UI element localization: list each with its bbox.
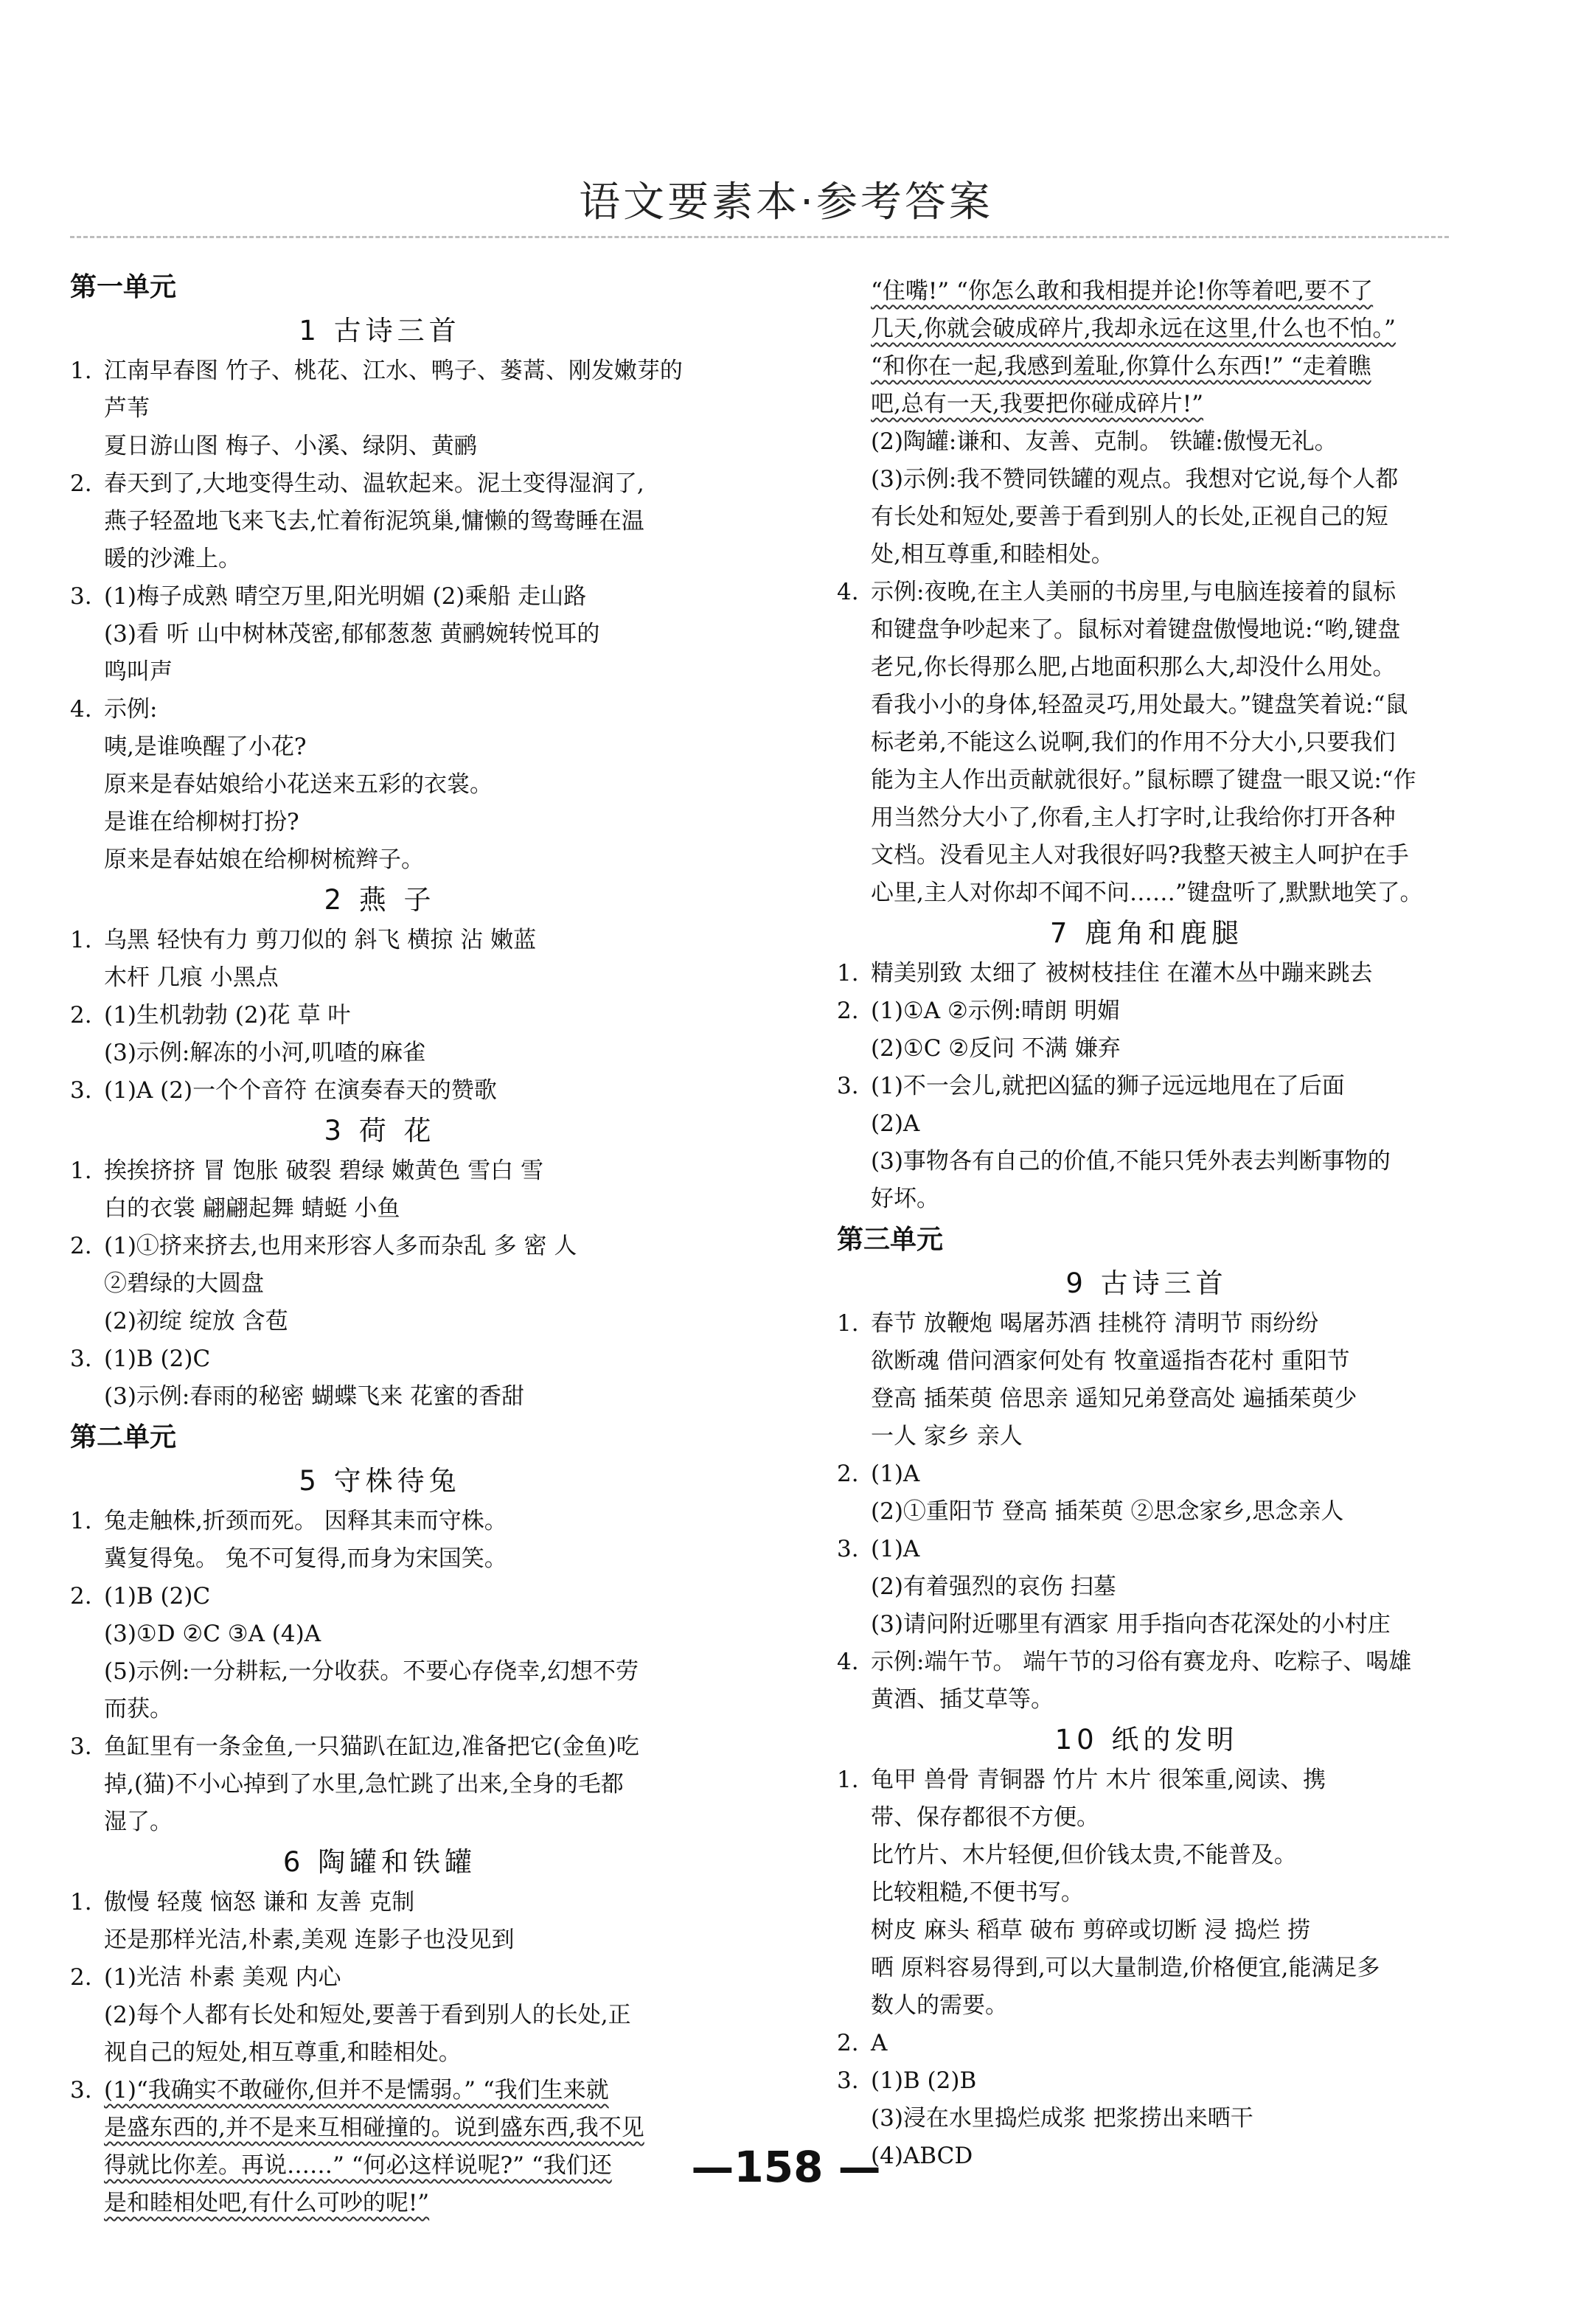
answer-text xyxy=(837,386,1456,423)
answer-item xyxy=(70,997,689,1034)
answer-item xyxy=(837,574,1456,611)
answer-text: 好坏。 xyxy=(871,1186,939,1212)
answer-item xyxy=(70,465,689,503)
answer-text: 处,相互尊重,和睦相处。 xyxy=(871,541,1114,568)
item-number: 2. xyxy=(837,998,859,1024)
answer-text: 挨挨挤挤 冒 饱胀 破裂 碧绿 嫩黄色 雪白 雪 xyxy=(104,1158,543,1184)
answer-text xyxy=(837,348,1456,386)
quote-text: 吧,总有一天,我要把你碰成碎片!” xyxy=(871,391,1204,417)
answer-text: (1)光洁 朴素 美观 内心 xyxy=(104,1964,341,1991)
answer-item xyxy=(70,1728,689,1766)
answer-text: 夏日游山图 梅子、小溪、绿阴、黄鹂 xyxy=(104,433,477,459)
item-number: 3. xyxy=(837,1073,859,1099)
item-number: 3. xyxy=(70,583,92,610)
answer-text: (3)示例:我不赞同铁罐的观点。我想对它说,每个人都 xyxy=(871,466,1399,493)
unit-heading: 第二单元 xyxy=(70,1422,177,1452)
page-title: 语文要素本·参考答案 xyxy=(579,178,993,226)
answer-text: (2)初绽 绽放 含苞 xyxy=(104,1308,288,1335)
answer-item xyxy=(70,1503,689,1540)
item-number: 4. xyxy=(70,696,92,723)
answer-text: (1)B (2)C xyxy=(104,1583,211,1610)
answer-item xyxy=(837,955,1456,992)
answer-item xyxy=(837,1305,1456,1343)
answer-item xyxy=(70,1578,689,1615)
answer-text: 还是那样光洁,朴素,美观 连影子也没见到 xyxy=(104,1927,515,1953)
left-column xyxy=(70,265,689,2222)
item-number: 1. xyxy=(70,927,92,953)
item-number: 2. xyxy=(837,2030,859,2056)
answer-text: 树皮 麻头 稻草 破布 剪碎或切断 浸 捣烂 捞 xyxy=(871,1917,1310,1944)
answer-text: 冀复得兔。 兔不可复得,而身为宋国笑。 xyxy=(104,1545,507,1572)
answer-text: (2)有着强烈的哀伤 扫墓 xyxy=(871,1573,1116,1600)
answer-item xyxy=(837,2062,1456,2100)
answer-text: 数人的需要。 xyxy=(871,1992,1008,2019)
answer-text: 老兄,你长得那么肥,占地面积那么大,却没什么用处。 xyxy=(871,654,1396,681)
answer-text: (3)示例:春雨的秘密 蝴蝶飞来 花蜜的香甜 xyxy=(104,1383,525,1410)
answer-item xyxy=(837,992,1456,1030)
answer-text: 春天到了,大地变得生动、温软起来。泥土变得湿润了, xyxy=(104,470,644,497)
answer-text: 示例:端午节。 端午节的习俗有赛龙舟、吃粽子、喝雄 xyxy=(871,1649,1412,1675)
lesson-title: 1 古诗三首 xyxy=(299,315,461,347)
answer-text: (1)①A ②示例:晴朗 明媚 xyxy=(871,998,1121,1024)
answer-item xyxy=(70,1884,689,1921)
answer-text: (2)每个人都有长处和短处,要善于看到别人的长处,正 xyxy=(104,2002,631,2028)
answer-item xyxy=(70,1072,689,1110)
answer-text: 原来是春姑娘在给柳树梳辫子。 xyxy=(104,846,424,873)
item-number: 3. xyxy=(70,1346,92,1372)
item-number: 4. xyxy=(837,1649,859,1675)
answer-text: 湿了。 xyxy=(104,1809,173,1835)
answer-text: 原来是春姑娘给小花送来五彩的衣裳。 xyxy=(104,771,493,798)
answer-text: 兔走触株,折颈而死。 因释其耒而守株。 xyxy=(104,1508,507,1534)
item-number: 2. xyxy=(70,1233,92,1259)
answer-text: (3)①D ②C ③A (4)A xyxy=(104,1621,321,1647)
item-number: 2. xyxy=(837,1461,859,1487)
answer-text: (1)“我确实不敢碰你,但并不是懦弱。” “我们生来就 xyxy=(104,2077,609,2104)
item-number: 1. xyxy=(70,358,92,384)
quote-text: “和你在一起,我感到羞耻,你算什么东西!” “走着瞧 xyxy=(871,353,1371,380)
item-number: 3. xyxy=(837,2067,859,2094)
answer-text: 黄酒、插艾草等。 xyxy=(871,1686,1054,1713)
answer-text: 晒 原料容易得到,可以大量制造,价格便宜,能满足多 xyxy=(871,1955,1380,1981)
quote-text: “住嘴!” “你怎么敢和我相提并论!你等着吧,要不了 xyxy=(871,278,1374,305)
item-number: 1. xyxy=(70,1158,92,1184)
answer-text xyxy=(837,273,1456,310)
lesson-title: 7 鹿角和鹿腿 xyxy=(1049,917,1244,949)
answer-text: 视自己的短处,相互尊重,和睦相处。 xyxy=(104,2039,462,2066)
item-number: 1. xyxy=(837,960,859,987)
item-number: 3. xyxy=(70,1077,92,1104)
answer-text: 看我小小的身体,轻盈灵巧,用处最大。”键盘笑着说:“鼠 xyxy=(871,692,1408,718)
answer-item xyxy=(70,1340,689,1378)
answer-text: ②碧绿的大圆盘 xyxy=(104,1270,264,1297)
answer-text: 有长处和短处,要善于看到别人的长处,正视自己的短 xyxy=(871,504,1388,530)
item-number: 3. xyxy=(70,2077,92,2104)
lesson-title: 10 纸的发明 xyxy=(1054,1724,1239,1756)
answer-text: 和键盘争吵起来了。鼠标对着键盘傲慢地说:“哟,键盘 xyxy=(871,616,1401,643)
answer-text: 江南早春图 竹子、桃花、江水、鸭子、蒌蒿、刚发嫩芽的芦苇 xyxy=(104,358,683,422)
unit-heading: 第三单元 xyxy=(837,1225,944,1255)
answer-text: 用当然分大小了,你看,主人打字时,让我给你打开各种 xyxy=(871,804,1396,831)
answer-text: 示例:夜晚,在主人美丽的书房里,与电脑连接着的鼠标 xyxy=(871,579,1397,605)
answer-text: 春节 放鞭炮 喝屠苏酒 挂桃符 清明节 雨纷纷 xyxy=(871,1310,1319,1337)
answer-text: (1)A (2)一个个音符 在演奏春天的赞歌 xyxy=(104,1077,497,1104)
answer-text: (1)B (2)B xyxy=(871,2067,977,2094)
answer-text: 一人 家乡 亲人 xyxy=(871,1423,1023,1450)
answer-text: (4)ABCD xyxy=(871,2143,973,2169)
answer-text: (1)①挤来挤去,也用来形容人多而杂乱 多 密 人 xyxy=(104,1233,577,1259)
answer-item xyxy=(70,1152,689,1190)
answer-text: 是谁在给柳树打扮? xyxy=(104,809,299,835)
answer-text: 乌黑 轻快有力 剪刀似的 斜飞 横掠 沾 嫩蓝 xyxy=(104,927,537,953)
answer-text: 心里,主人对你却不闻不问……”键盘听了,默默地笑了。 xyxy=(871,880,1423,906)
answer-text xyxy=(837,310,1456,348)
lesson-title: 3 荷 花 xyxy=(324,1115,436,1147)
quote-text: 得就比你差。再说……” “何必这样说呢?” “我们还 xyxy=(104,2152,612,2179)
quote-text: 是盛东西的,并不是来互相碰撞的。说到盛东西,我不见 xyxy=(104,2115,644,2141)
item-number: 2. xyxy=(70,1002,92,1029)
quote-text: 几天,你就会破成碎片,我却永远在这里,什么也不怕。” xyxy=(871,316,1396,342)
answer-text: 标老弟,不能这么说啊,我们的作用不分大小,只要我们 xyxy=(871,729,1396,756)
answer-text: (1)生机勃勃 (2)花 草 叶 xyxy=(104,1002,351,1029)
answer-text: 暖的沙滩上。 xyxy=(104,546,241,572)
answer-text: 示例: xyxy=(104,696,158,723)
item-number: 1. xyxy=(70,1889,92,1916)
answer-text: (3)事物各有自己的价值,不能只凭外表去判断事物的 xyxy=(871,1148,1391,1175)
answer-text: 文档。没看见主人对我很好吗?我整天被主人呵护在手 xyxy=(871,842,1409,869)
item-number: 1. xyxy=(837,1310,859,1337)
answer-text: (3)示例:解冻的小河,叽喳的麻雀 xyxy=(104,1040,426,1066)
answer-text: (3)请问附近哪里有酒家 用手指向杏花深处的小村庄 xyxy=(871,1611,1391,1638)
item-number: 2. xyxy=(70,1964,92,1991)
item-number: 2. xyxy=(70,1583,92,1610)
answer-text: 而获。 xyxy=(104,1696,173,1722)
answer-text: 鸣叫声 xyxy=(104,658,173,685)
answer-text: 白的衣裳 翩翩起舞 蜻蜓 小鱼 xyxy=(104,1195,400,1222)
lesson-title: 5 守株待兔 xyxy=(299,1465,461,1497)
right-column xyxy=(837,273,1456,2175)
lesson-title: 2 燕 子 xyxy=(324,884,436,916)
lesson-title: 9 古诗三首 xyxy=(1065,1267,1228,1299)
answer-item xyxy=(70,2072,689,2109)
item-number: 4. xyxy=(837,579,859,605)
answer-text: A xyxy=(871,2030,888,2056)
answer-text: (1)A xyxy=(871,1536,920,1562)
answer-item xyxy=(837,1068,1456,1105)
answer-item xyxy=(70,922,689,959)
answer-text: 龟甲 兽骨 青铜器 竹片 木片 很笨重,阅读、携 xyxy=(871,1767,1326,1793)
item-number: 3. xyxy=(70,1733,92,1760)
answer-text: 咦,是谁唤醒了小花? xyxy=(104,734,307,760)
answer-item xyxy=(70,352,689,428)
item-number: 1. xyxy=(70,1508,92,1534)
answer-text: (3)看 听 山中树林茂密,郁郁葱葱 黄鹂婉转悦耳的 xyxy=(104,621,600,647)
answer-text: 燕子轻盈地飞来飞去,忙着衔泥筑巢,慵懒的鸳鸯睡在温 xyxy=(104,508,644,535)
answer-text: 比竹片、木片轻便,但价钱太贵,不能普及。 xyxy=(871,1842,1297,1868)
answer-text: (1)梅子成熟 晴空万里,阳光明媚 (2)乘船 走山路 xyxy=(104,583,587,610)
answer-text: 比较粗糙,不便书写。 xyxy=(871,1879,1084,1906)
answer-text: (2)①重阳节 登高 插茱萸 ②思念家乡,思念亲人 xyxy=(871,1498,1344,1525)
answer-text: 欲断魂 借问酒家何处有 牧童遥指杏花村 重阳节 xyxy=(871,1348,1350,1374)
answer-text: 登高 插茱萸 倍思亲 遥知兄弟登高处 遍插茱萸少 xyxy=(871,1385,1357,1412)
answer-item xyxy=(70,578,689,616)
answer-text: (1)B (2)C xyxy=(104,1346,211,1372)
page-number: —158 — xyxy=(691,2142,881,2192)
answer-text: (3)浸在水里捣烂成浆 把浆捞出来晒干 xyxy=(871,2105,1253,2132)
answer-item xyxy=(70,1959,689,1997)
answer-item xyxy=(837,1643,1456,1681)
item-number: 3. xyxy=(837,1536,859,1562)
answer-text: 掉,(猫)不小心掉到了水里,急忙跳了出来,全身的毛都 xyxy=(104,1771,624,1798)
item-number: 1. xyxy=(837,1767,859,1793)
answer-text: 带、保存都很不方便。 xyxy=(871,1804,1099,1831)
answer-item xyxy=(837,2025,1456,2062)
answer-text: 精美别致 太细了 被树枝挂住 在灌木丛中蹦来跳去 xyxy=(871,960,1373,987)
unit-heading: 第一单元 xyxy=(70,272,177,302)
answer-item xyxy=(837,1455,1456,1493)
answer-text: (1)A xyxy=(871,1461,920,1487)
answer-item xyxy=(70,1228,689,1265)
quote-text: 是和睦相处吧,有什么可吵的呢!” xyxy=(104,2190,430,2216)
lesson-title: 6 陶罐和铁罐 xyxy=(282,1846,477,1878)
answer-text: (2)陶罐:谦和、友善、克制。 铁罐:傲慢无礼。 xyxy=(871,428,1338,455)
answer-text: 能为主人作出贡献就很好。”鼠标瞟了键盘一眼又说:“作 xyxy=(871,767,1416,793)
answer-text: (5)示例:一分耕耘,一分收获。不要心存侥幸,幻想不劳 xyxy=(104,1658,639,1685)
item-number: 2. xyxy=(70,470,92,497)
answer-text: (2)A xyxy=(871,1110,920,1137)
answer-text: 傲慢 轻蔑 恼怒 谦和 友善 克制 xyxy=(104,1889,415,1916)
answer-text: (1)不一会儿,就把凶猛的狮子远远地甩在了后面 xyxy=(871,1073,1345,1099)
answer-item xyxy=(837,1531,1456,1568)
answer-text: (2)①C ②反问 不满 嫌弃 xyxy=(871,1035,1121,1062)
answer-item xyxy=(837,1761,1456,1799)
answer-text: 鱼缸里有一条金鱼,一只猫趴在缸边,准备把它(金鱼)吃 xyxy=(104,1733,639,1760)
title-divider xyxy=(70,236,1449,238)
answer-text: 木杆 几痕 小黑点 xyxy=(104,964,279,991)
answer-item xyxy=(70,691,689,728)
